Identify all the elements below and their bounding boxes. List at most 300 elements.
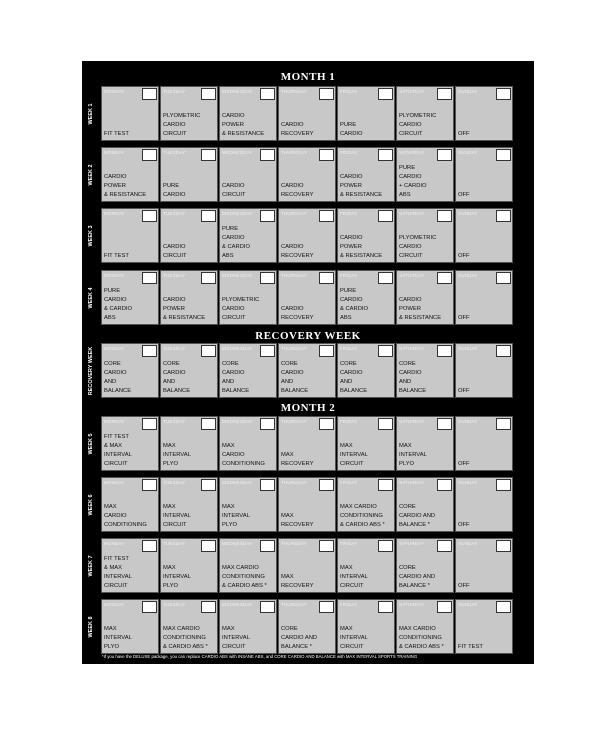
workout-line: BALANCE bbox=[281, 388, 309, 394]
workout-text bbox=[340, 442, 392, 469]
check-box[interactable] bbox=[437, 272, 452, 284]
workout-text bbox=[340, 173, 392, 200]
week-grid bbox=[101, 147, 530, 202]
workout-line: INTERVAL bbox=[163, 574, 191, 580]
workout-line: CARDIO bbox=[222, 183, 245, 189]
day-name: THURSDAY bbox=[281, 211, 308, 216]
workout-line: & CARDIO ABS * bbox=[163, 644, 208, 650]
day-cell bbox=[455, 416, 513, 471]
workout-line: CARDIO bbox=[163, 244, 186, 250]
day-name: SUNDAY bbox=[458, 480, 478, 485]
workout-line: BALANCE * bbox=[281, 644, 312, 650]
workout-line: CARDIO bbox=[281, 122, 304, 128]
check-box[interactable] bbox=[496, 345, 511, 357]
check-box[interactable] bbox=[378, 272, 393, 284]
check-box[interactable] bbox=[496, 479, 511, 491]
day-cell bbox=[160, 147, 218, 202]
workout-line: CARDIO bbox=[222, 370, 245, 376]
day-cell bbox=[101, 538, 159, 593]
check-box[interactable] bbox=[496, 540, 511, 552]
check-box[interactable] bbox=[378, 345, 393, 357]
month-2-title: MONTH 2 bbox=[280, 402, 336, 414]
workout-text bbox=[458, 460, 510, 469]
day-name: WEDNESDAY bbox=[222, 480, 253, 485]
workout-text bbox=[222, 360, 274, 396]
workout-line: OFF bbox=[458, 583, 470, 589]
check-box[interactable] bbox=[319, 210, 334, 222]
workout-text bbox=[104, 252, 156, 261]
workout-line: INTERVAL bbox=[222, 513, 250, 519]
day-name: TUESDAY bbox=[163, 419, 186, 424]
week-label-text: WEEK 5 bbox=[87, 432, 94, 455]
workout-text bbox=[458, 130, 510, 139]
day-name: WEDNESDAY bbox=[222, 150, 253, 155]
check-box[interactable] bbox=[142, 345, 157, 357]
workout-line: AND bbox=[163, 379, 176, 385]
check-box[interactable] bbox=[437, 601, 452, 613]
workout-line: INTERVAL bbox=[163, 513, 191, 519]
workout-line: FIT TEST bbox=[458, 644, 483, 650]
day-cell bbox=[101, 599, 159, 654]
workout-line: CIRCUIT bbox=[222, 315, 246, 321]
check-box[interactable] bbox=[437, 210, 452, 222]
day-cell bbox=[160, 208, 218, 263]
check-box[interactable] bbox=[378, 540, 393, 552]
workout-text bbox=[340, 287, 392, 323]
check-box[interactable] bbox=[437, 418, 452, 430]
day-name: THURSDAY bbox=[281, 480, 308, 485]
workout-line: CONDITIONING bbox=[222, 574, 265, 580]
workout-text bbox=[222, 442, 274, 469]
workout-text bbox=[222, 564, 274, 591]
day-cell bbox=[455, 86, 513, 141]
check-box[interactable] bbox=[142, 540, 157, 552]
check-box[interactable] bbox=[319, 601, 334, 613]
workout-text bbox=[281, 451, 333, 469]
day-name: THURSDAY bbox=[281, 541, 308, 546]
workout-line: POWER bbox=[222, 122, 244, 128]
day-name: THURSDAY bbox=[281, 346, 308, 351]
workout-line: CARDIO bbox=[104, 174, 127, 180]
check-box[interactable] bbox=[319, 272, 334, 284]
week-grid bbox=[101, 270, 530, 325]
day-cell bbox=[396, 270, 454, 325]
day-name: SATURDAY bbox=[399, 541, 425, 546]
workout-line: AND bbox=[399, 379, 412, 385]
check-box[interactable] bbox=[201, 272, 216, 284]
workout-line: CARDIO bbox=[399, 297, 422, 303]
workout-line: CONDITIONING bbox=[399, 635, 442, 641]
workout-text bbox=[399, 564, 451, 591]
workout-line: CORE bbox=[281, 626, 298, 632]
day-cell bbox=[337, 416, 395, 471]
workout-line: & RESISTANCE bbox=[399, 315, 442, 321]
day-cell bbox=[337, 477, 395, 532]
day-name: TUESDAY bbox=[163, 346, 186, 351]
day-name: TUESDAY bbox=[163, 89, 186, 94]
week-row bbox=[82, 147, 534, 202]
day-name: FRIDAY bbox=[340, 150, 358, 155]
workout-line: CARDIO AND bbox=[281, 635, 318, 641]
workout-line: CONDITIONING bbox=[163, 635, 206, 641]
workout-text bbox=[104, 625, 156, 652]
check-box[interactable] bbox=[319, 540, 334, 552]
workout-line: CARDIO bbox=[163, 297, 186, 303]
workout-text bbox=[163, 296, 215, 323]
workout-line: CIRCUIT bbox=[399, 131, 423, 137]
day-name: MONDAY bbox=[104, 89, 125, 94]
workout-text bbox=[163, 442, 215, 469]
workout-line: CORE bbox=[281, 361, 298, 367]
workout-line: CORE bbox=[340, 361, 357, 367]
check-box[interactable] bbox=[260, 272, 275, 284]
check-box[interactable] bbox=[201, 149, 216, 161]
workout-text bbox=[340, 121, 392, 139]
workout-line: RECOVERY bbox=[281, 131, 314, 137]
check-box[interactable] bbox=[260, 418, 275, 430]
check-box[interactable] bbox=[142, 149, 157, 161]
workout-line: CARDIO bbox=[281, 370, 304, 376]
day-cell bbox=[337, 270, 395, 325]
workout-line: OFF bbox=[458, 253, 470, 259]
workout-line: & RESISTANCE bbox=[340, 253, 383, 259]
workout-line: PLYO bbox=[163, 583, 179, 589]
workout-line: CARDIO bbox=[399, 244, 422, 250]
week-label bbox=[82, 599, 99, 654]
day-name: SATURDAY bbox=[399, 211, 425, 216]
workout-text bbox=[163, 243, 215, 261]
workout-text bbox=[458, 314, 510, 323]
day-name: SUNDAY bbox=[458, 346, 478, 351]
check-box[interactable] bbox=[319, 149, 334, 161]
workout-line: FIT TEST bbox=[104, 131, 129, 137]
workout-line: PLYO bbox=[104, 644, 120, 650]
workout-line: FIT TEST bbox=[104, 434, 129, 440]
workout-line: AND bbox=[104, 379, 117, 385]
workout-line: INTERVAL bbox=[104, 452, 132, 458]
workout-line: RECOVERY bbox=[281, 253, 314, 259]
week-label bbox=[82, 343, 99, 398]
workout-line: PURE bbox=[399, 165, 416, 171]
day-name: SATURDAY bbox=[399, 89, 425, 94]
day-cell bbox=[101, 477, 159, 532]
week-grid bbox=[101, 599, 530, 654]
workout-text bbox=[104, 503, 156, 530]
workout-line: POWER bbox=[399, 306, 421, 312]
workout-text bbox=[281, 625, 333, 652]
workout-line: PLYO bbox=[222, 522, 238, 528]
workout-line: MAX bbox=[340, 565, 353, 571]
workout-text bbox=[104, 173, 156, 200]
check-box[interactable] bbox=[437, 149, 452, 161]
day-name: MONDAY bbox=[104, 211, 125, 216]
check-box[interactable] bbox=[496, 149, 511, 161]
check-box[interactable] bbox=[201, 418, 216, 430]
workout-line: MAX CARDIO bbox=[399, 626, 436, 632]
workout-line: CIRCUIT bbox=[340, 644, 364, 650]
workout-line: RECOVERY bbox=[281, 583, 314, 589]
workout-line: INTERVAL bbox=[163, 452, 191, 458]
workout-text bbox=[340, 234, 392, 261]
workout-text bbox=[340, 564, 392, 591]
day-cell bbox=[396, 343, 454, 398]
check-box[interactable] bbox=[260, 345, 275, 357]
week-grid bbox=[101, 343, 530, 398]
workout-line: CIRCUIT bbox=[340, 583, 364, 589]
day-cell bbox=[337, 599, 395, 654]
workout-text bbox=[281, 243, 333, 261]
workout-line: CARDIO bbox=[340, 235, 363, 241]
workout-text bbox=[281, 512, 333, 530]
check-box[interactable] bbox=[496, 601, 511, 613]
week-row bbox=[82, 477, 534, 532]
workout-line: BALANCE bbox=[222, 388, 250, 394]
workout-line: & CARDIO ABS * bbox=[399, 644, 444, 650]
day-name: THURSDAY bbox=[281, 150, 308, 155]
workout-line: MAX bbox=[281, 513, 294, 519]
day-cell bbox=[278, 86, 336, 141]
workout-line: PLYOMETRIC bbox=[399, 113, 437, 119]
week-grid bbox=[101, 538, 530, 593]
week-row bbox=[82, 208, 534, 263]
workout-text bbox=[399, 234, 451, 261]
check-box[interactable] bbox=[378, 479, 393, 491]
workout-line: CARDIO AND bbox=[399, 513, 436, 519]
workout-text bbox=[458, 643, 510, 652]
workout-text bbox=[458, 252, 510, 261]
workout-line: CARDIO bbox=[340, 297, 363, 303]
check-box[interactable] bbox=[260, 540, 275, 552]
check-box[interactable] bbox=[201, 210, 216, 222]
day-cell bbox=[337, 208, 395, 263]
check-box[interactable] bbox=[319, 88, 334, 100]
day-name: SATURDAY bbox=[399, 480, 425, 485]
workout-line: CARDIO bbox=[222, 235, 245, 241]
check-box[interactable] bbox=[260, 479, 275, 491]
check-box[interactable] bbox=[437, 345, 452, 357]
day-name: WEDNESDAY bbox=[222, 346, 253, 351]
check-box[interactable] bbox=[201, 479, 216, 491]
workout-line: CIRCUIT bbox=[163, 522, 187, 528]
day-cell bbox=[455, 208, 513, 263]
workout-line: CORE bbox=[399, 361, 416, 367]
day-cell bbox=[101, 147, 159, 202]
day-cell bbox=[160, 538, 218, 593]
workout-line: PLYOMETRIC bbox=[222, 297, 260, 303]
check-box[interactable] bbox=[378, 88, 393, 100]
day-name: THURSDAY bbox=[281, 89, 308, 94]
check-box[interactable] bbox=[260, 149, 275, 161]
day-name: SUNDAY bbox=[458, 150, 478, 155]
workout-line: CONDITIONING bbox=[340, 513, 383, 519]
workout-text bbox=[458, 191, 510, 200]
check-box[interactable] bbox=[260, 88, 275, 100]
workout-text bbox=[222, 625, 274, 652]
day-cell bbox=[396, 208, 454, 263]
workout-line: + CARDIO bbox=[399, 183, 427, 189]
check-box[interactable] bbox=[378, 149, 393, 161]
day-name: MONDAY bbox=[104, 541, 125, 546]
week-label-text: WEEK 8 bbox=[87, 615, 94, 638]
workout-line: MAX bbox=[163, 565, 176, 571]
day-name: THURSDAY bbox=[281, 273, 308, 278]
check-box[interactable] bbox=[142, 210, 157, 222]
week-label bbox=[82, 208, 99, 263]
day-name: FRIDAY bbox=[340, 602, 358, 607]
workout-text bbox=[163, 360, 215, 396]
workout-line: FIT TEST bbox=[104, 253, 129, 259]
check-box[interactable] bbox=[201, 88, 216, 100]
workout-line: BALANCE bbox=[104, 388, 132, 394]
day-name: FRIDAY bbox=[340, 89, 358, 94]
workout-line: ABS bbox=[399, 192, 411, 198]
check-box[interactable] bbox=[378, 210, 393, 222]
workout-line: CARDIO bbox=[163, 370, 186, 376]
day-cell bbox=[160, 343, 218, 398]
workout-line: MAX bbox=[104, 504, 117, 510]
workout-line: CONDITIONING bbox=[222, 461, 265, 467]
check-box[interactable] bbox=[201, 540, 216, 552]
day-cell bbox=[396, 416, 454, 471]
check-box[interactable] bbox=[142, 418, 157, 430]
workout-line: CIRCUIT bbox=[222, 644, 246, 650]
check-box[interactable] bbox=[437, 88, 452, 100]
check-box[interactable] bbox=[142, 601, 157, 613]
day-name: SUNDAY bbox=[458, 541, 478, 546]
workout-line: AND bbox=[340, 379, 353, 385]
workout-line: MAX bbox=[104, 626, 117, 632]
day-name: SATURDAY bbox=[399, 273, 425, 278]
day-name: SUNDAY bbox=[458, 273, 478, 278]
day-name: SUNDAY bbox=[458, 419, 478, 424]
day-cell bbox=[278, 599, 336, 654]
workout-text bbox=[399, 112, 451, 139]
day-cell bbox=[101, 208, 159, 263]
workout-line: INTERVAL bbox=[340, 574, 368, 580]
workout-text bbox=[222, 225, 274, 261]
day-name: SUNDAY bbox=[458, 211, 478, 216]
workout-text bbox=[163, 182, 215, 200]
day-cell bbox=[396, 147, 454, 202]
workout-line: PURE bbox=[222, 226, 239, 232]
day-name: MONDAY bbox=[104, 480, 125, 485]
workout-text bbox=[222, 296, 274, 323]
workout-line: CARDIO bbox=[340, 370, 363, 376]
workout-line: OFF bbox=[458, 461, 470, 467]
week-row bbox=[82, 416, 534, 471]
workout-text bbox=[399, 442, 451, 469]
workout-line: OFF bbox=[458, 388, 470, 394]
check-box[interactable] bbox=[260, 210, 275, 222]
workout-text bbox=[163, 564, 215, 591]
workout-line: BALANCE bbox=[163, 388, 191, 394]
week-grid bbox=[101, 208, 530, 263]
week-label-text: WEEK 1 bbox=[87, 102, 94, 125]
workout-line: MAX CARDIO bbox=[222, 565, 259, 571]
workout-line: AND bbox=[281, 379, 294, 385]
workout-line: & CARDIO bbox=[340, 306, 369, 312]
day-name: SATURDAY bbox=[399, 150, 425, 155]
workout-text bbox=[458, 582, 510, 591]
workout-line: CONDITIONING bbox=[104, 522, 147, 528]
workout-line: OFF bbox=[458, 522, 470, 528]
workout-line: MAX bbox=[399, 443, 412, 449]
workout-line: CORE bbox=[399, 565, 416, 571]
workout-line: PLYOMETRIC bbox=[163, 113, 201, 119]
workout-line: PURE bbox=[340, 122, 357, 128]
workout-text bbox=[104, 287, 156, 323]
workout-text bbox=[222, 182, 274, 200]
workout-line: OFF bbox=[458, 192, 470, 198]
workout-line: & MAX bbox=[104, 565, 123, 571]
workout-text bbox=[340, 625, 392, 652]
check-box[interactable] bbox=[437, 479, 452, 491]
workout-text bbox=[104, 555, 156, 591]
day-name: WEDNESDAY bbox=[222, 211, 253, 216]
week-label bbox=[82, 538, 99, 593]
week-grid bbox=[101, 416, 530, 471]
day-cell bbox=[219, 477, 277, 532]
day-cell bbox=[278, 477, 336, 532]
workout-line: BALANCE bbox=[399, 388, 427, 394]
check-box[interactable] bbox=[142, 479, 157, 491]
workout-line: AND bbox=[222, 379, 235, 385]
check-box[interactable] bbox=[437, 540, 452, 552]
check-box[interactable] bbox=[319, 479, 334, 491]
week-row bbox=[82, 599, 534, 654]
day-name: SATURDAY bbox=[399, 419, 425, 424]
workout-text bbox=[281, 360, 333, 396]
workout-line: INTERVAL bbox=[222, 635, 250, 641]
workout-text bbox=[399, 164, 451, 200]
check-box[interactable] bbox=[142, 88, 157, 100]
workout-line: OFF bbox=[458, 131, 470, 137]
workout-line: & CARDIO bbox=[104, 306, 133, 312]
check-box[interactable] bbox=[378, 601, 393, 613]
check-box[interactable] bbox=[260, 601, 275, 613]
week-label-text: RECOVERY WEEK bbox=[87, 346, 94, 395]
check-box[interactable] bbox=[142, 272, 157, 284]
check-box[interactable] bbox=[319, 345, 334, 357]
day-name: TUESDAY bbox=[163, 602, 186, 607]
workout-line: POWER bbox=[163, 306, 185, 312]
day-cell bbox=[396, 599, 454, 654]
workout-line: BALANCE * bbox=[399, 583, 430, 589]
workout-line: & CARDIO ABS * bbox=[340, 522, 385, 528]
day-cell bbox=[219, 343, 277, 398]
check-box[interactable] bbox=[319, 418, 334, 430]
workout-line: FIT TEST bbox=[104, 556, 129, 562]
workout-line: OFF bbox=[458, 315, 470, 321]
day-cell bbox=[396, 477, 454, 532]
check-box[interactable] bbox=[378, 418, 393, 430]
check-box[interactable] bbox=[496, 88, 511, 100]
workout-line: & MAX bbox=[104, 443, 123, 449]
workout-line: CARDIO bbox=[222, 113, 245, 119]
workout-line: MAX CARDIO bbox=[163, 626, 200, 632]
check-box[interactable] bbox=[496, 210, 511, 222]
check-box[interactable] bbox=[201, 345, 216, 357]
week-label-text: WEEK 6 bbox=[87, 493, 94, 516]
check-box[interactable] bbox=[201, 601, 216, 613]
check-box[interactable] bbox=[496, 272, 511, 284]
workout-line: CORE bbox=[399, 504, 416, 510]
day-name: THURSDAY bbox=[281, 602, 308, 607]
workout-line: PLYOMETRIC bbox=[399, 235, 437, 241]
day-name: TUESDAY bbox=[163, 480, 186, 485]
check-box[interactable] bbox=[496, 418, 511, 430]
workout-line: PLYO bbox=[163, 461, 179, 467]
